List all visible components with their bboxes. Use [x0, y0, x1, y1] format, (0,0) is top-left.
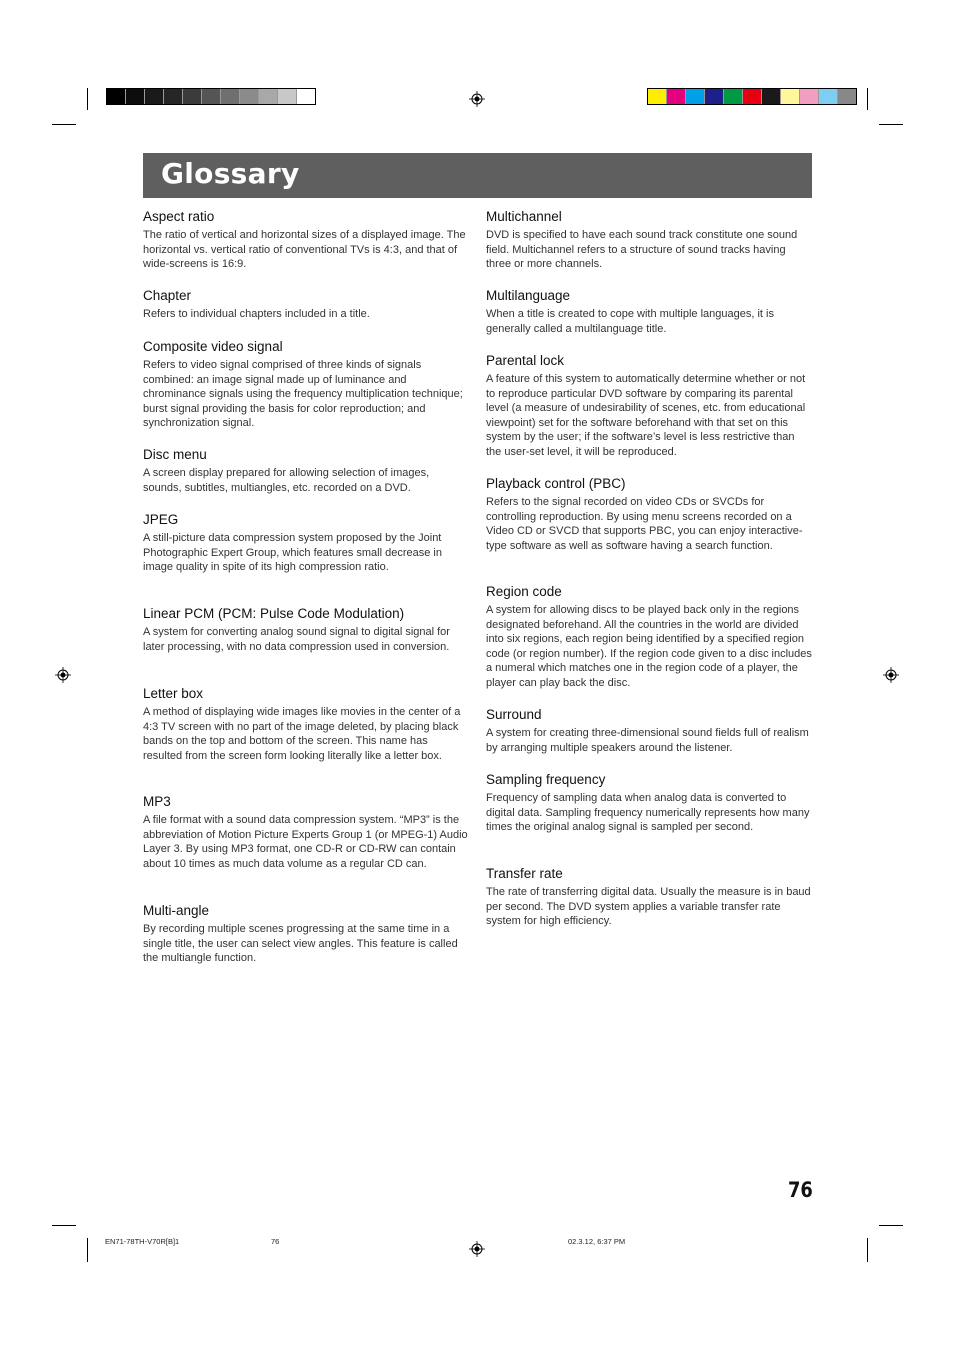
process-color-bar [647, 88, 857, 105]
glossary-entry [486, 583, 812, 690]
glossary-entry [486, 706, 812, 755]
color-swatch [780, 89, 799, 104]
glossary-entry [143, 605, 469, 654]
glossary-entry [143, 287, 469, 322]
glossary-entry [143, 685, 469, 763]
glossary-entry [486, 287, 812, 336]
glossary-definition: The ratio of vertical and horizontal sizes of a displayed image. The horizontal vs. vertical ratio of conventional TVs is 4:3, and that of wide-screens is 16:9. [143, 229, 466, 270]
glossary-entry [143, 511, 469, 575]
glossary-entry [486, 208, 812, 272]
color-swatch [107, 89, 125, 104]
glossary-definition: Refers to video signal comprised of three kinds of signals combined: an image signal made up of luminance and chrominance signals using the frequency multiplication technique; burst signal providing the basis for color reproduction; and synchronization signal. [143, 359, 463, 429]
glossary-term: Multichannel [486, 209, 562, 224]
glossary-term: Transfer rate [486, 866, 563, 881]
grayscale-color-bar [106, 88, 316, 105]
footer-page-number: 76 [271, 1237, 280, 1246]
color-swatch [723, 89, 742, 104]
glossary-term: Letter box [143, 686, 204, 701]
color-swatch [704, 89, 723, 104]
glossary-definition: Refers to individual chapters included in a title. [143, 308, 370, 320]
color-swatch [648, 89, 666, 104]
glossary-definition: Refers to the signal recorded on video CDs or SVCDs for controlling reproduction. By using menu screens recorded on a Video CD or SVCD that supports PBC, you can enjoy interactive-type software as well as software having a search function. [486, 496, 803, 552]
glossary-definition: A system for creating three-dimensional sound fields full of realism by arranging multiple speakers around the listener. [486, 727, 809, 754]
glossary-term: Parental lock [486, 353, 565, 368]
crop-mark [867, 88, 868, 110]
glossary-definition: Frequency of sampling data when analog data is converted to digital data. Sampling frequency numerically represents how many times the original analog signal is sampled per second. [486, 792, 810, 833]
color-swatch [837, 89, 856, 104]
glossary-term: Chapter [143, 288, 192, 303]
glossary-definition: DVD is specified to have each sound track constitute one sound field. Multichannel refers to a structure of sound tracks having three or more channels. [486, 229, 798, 270]
title-bar [143, 153, 812, 198]
glossary-term: JPEG [143, 512, 179, 527]
color-swatch [258, 89, 277, 104]
crop-mark [52, 124, 76, 125]
color-swatch [144, 89, 163, 104]
color-swatch [799, 89, 818, 104]
color-swatch [125, 89, 144, 104]
color-swatch [666, 89, 685, 104]
glossary-entry [143, 793, 469, 871]
glossary-term: Playback control (PBC) [486, 476, 626, 491]
glossary-term: Composite video signal [143, 339, 283, 354]
glossary-definition: A feature of this system to automatically determine whether or not to reproduce particular DVD software by comparing its parental level (a measure of undesirability of scenes, etc. from educational viewpoint) set for the software beforehand with that set on this system by the user; if the software’s level is less restrictive than the user-set level, it will be reproduced. [486, 373, 806, 458]
glossary-definition: A screen display prepared for allowing selection of images, sounds, subtitles, multiangles, etc. recorded on a DVD. [143, 467, 430, 494]
page-title: Glossary [161, 157, 300, 190]
glossary-term: Multilanguage [486, 288, 571, 303]
color-swatch [201, 89, 220, 104]
glossary-entry [486, 771, 812, 835]
glossary-entry [143, 338, 469, 431]
crop-mark [879, 1225, 903, 1226]
color-swatch [220, 89, 239, 104]
glossary-definition: A file format with a sound data compression system. “MP3” is the abbreviation of Motion Picture Experts Group 1 (or MPEG-1) Audio Layer 3. By using MP3 format, one CD-R or CD-RW can contain about 10 times as much data volume as a regular CD can. [143, 814, 468, 870]
footer-file-name: EN71-78TH-V70R[B]1 [105, 1237, 180, 1246]
color-swatch [685, 89, 704, 104]
glossary-entry [143, 208, 469, 272]
color-swatch [818, 89, 837, 104]
glossary-definition: A method of displaying wide images like movies in the center of a 4:3 TV screen with no part of the image deleted, by placing black bands on the top and bottom of the screen. This name has resulted from the screen form looking literally like a letter box. [143, 706, 461, 762]
color-swatch [163, 89, 182, 104]
footer-timestamp: 02.3.12, 6:37 PM [568, 1237, 626, 1246]
glossary-term: Surround [486, 707, 542, 722]
glossary-entry [486, 352, 812, 459]
glossary-definition: By recording multiple scenes progressing at the same time in a single title, the user can select view angles. This feature is called the multiangle function. [143, 923, 458, 964]
registration-mark-icon [883, 667, 899, 683]
registration-mark-icon [469, 91, 485, 107]
glossary-entry [486, 865, 812, 929]
color-swatch [742, 89, 761, 104]
registration-mark-icon [469, 1241, 485, 1257]
color-swatch [182, 89, 201, 104]
color-swatch [761, 89, 780, 104]
glossary-entry [486, 475, 812, 553]
glossary-term: MP3 [143, 794, 171, 809]
registration-mark-icon [55, 667, 71, 683]
glossary-term: Disc menu [143, 447, 207, 462]
crop-mark [879, 124, 903, 125]
crop-mark [52, 1225, 76, 1226]
crop-mark [87, 1238, 88, 1262]
glossary-definition: When a title is created to cope with multiple languages, it is generally called a multilanguage title. [486, 308, 774, 335]
glossary-definition: A system for allowing discs to be played back only in the regions designated beforehand. All the countries in the world are divided into six regions, each region being identified by a specified region code (or region number). If the region code given to a disc includes a numeral which matches one in the region code of a player, the player can play back the disc. [486, 604, 812, 689]
color-swatch [296, 89, 315, 104]
glossary-definition: The rate of transferring digital data. Usually the measure is in baud per second. The DVD system applies a variable transfer rate system for high efficiency. [486, 886, 811, 927]
page-number: 76 [788, 1178, 813, 1202]
crop-mark [87, 88, 88, 110]
color-swatch [239, 89, 258, 104]
glossary-term: Multi-angle [143, 903, 210, 918]
glossary-definition: A system for converting analog sound signal to digital signal for later processing, with no data compression used in conversion. [143, 626, 450, 653]
glossary-definition: A still-picture data compression system proposed by the Joint Photographic Expert Group, which features small decrease in image quality in spite of its high compression ratio. [143, 532, 442, 573]
glossary-term: Sampling frequency [486, 772, 606, 787]
glossary-entry [143, 446, 469, 495]
color-swatch [277, 89, 296, 104]
glossary-entry [143, 902, 469, 966]
glossary-term: Linear PCM (PCM: Pulse Code Modulation) [143, 606, 405, 621]
glossary-term: Region code [486, 584, 562, 599]
glossary-term: Aspect ratio [143, 209, 215, 224]
crop-mark [867, 1238, 868, 1262]
